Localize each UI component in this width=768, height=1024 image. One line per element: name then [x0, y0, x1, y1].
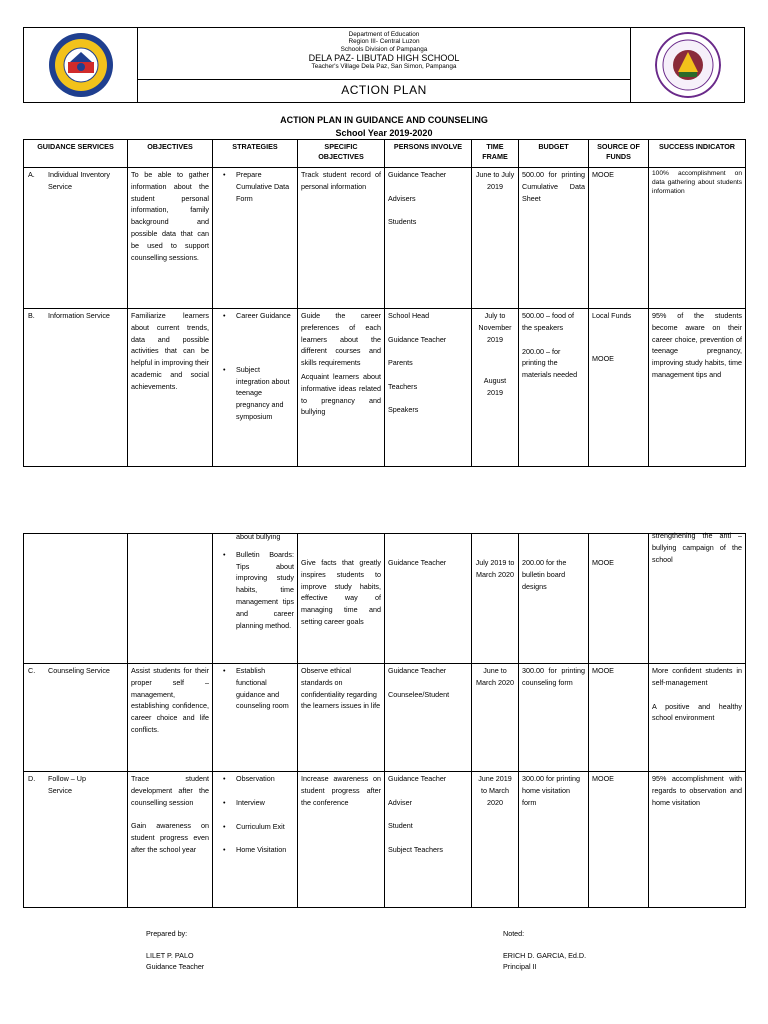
prepared-title: Guidance Teacher — [146, 962, 205, 971]
header-line-3: Schools Division of Pampanga — [340, 45, 428, 53]
col-persons-involve: PERSONS INVOLVE — [385, 140, 472, 168]
noted-title: Principal II — [503, 962, 537, 971]
table-row — [24, 772, 746, 908]
budget-cell: 300.00 for printing counseling form — [519, 664, 589, 772]
time-cell: July 2019 to March 2020 — [472, 534, 519, 664]
table-row — [24, 309, 746, 467]
header-school-name: DELA PAZ- LIBUTAD HIGH SCHOOL — [308, 53, 460, 64]
action-plan-table-part-2 — [23, 533, 746, 908]
prepared-label: Prepared by: — [146, 929, 188, 938]
service-cell: D. Follow – Up Service — [24, 772, 128, 908]
budget-cell: 200.00 for the bulletin board designs — [519, 534, 589, 664]
persons-cell: Guidance Teacher Counselee/Student — [385, 664, 472, 772]
specific-cell: Increase awareness on student progress after the conference — [298, 772, 385, 908]
deped-seal-icon — [48, 32, 114, 98]
strategy-cell: • Career Guidance • Subject integration about teenage pregnancy and symposium — [213, 309, 298, 467]
specific-cell: Guide the career preferences of each learners about the different courses and skills requirements Acquaint learners about informative ideas related to pregnancy and bullying — [298, 309, 385, 467]
indicator-cell: 100% accomplishment on data gathering about students information — [649, 168, 746, 309]
school-year: School Year 2019-2020 — [335, 128, 433, 138]
table-row — [24, 534, 746, 664]
prepared-by-block — [146, 928, 204, 972]
persons-cell: Guidance Teacher — [385, 534, 472, 664]
objective-cell: Familiarize learners about current trends, data and possible activities that can be helpful in improving their academic and social achievements. — [128, 309, 213, 467]
budget-cell: 300.00 for printing home visitation form — [519, 772, 589, 908]
col-time-frame: TIME FRAME — [472, 140, 519, 168]
service-cell: C. Counseling Service — [24, 664, 128, 772]
plan-title: ACTION PLAN IN GUIDANCE AND COUNSELING — [280, 115, 488, 125]
objective-cell: Trace student development after the counselling session Gain awareness on student progress even after the school year — [128, 772, 213, 908]
indicator-cell: 95% accomplishment with regards to observation and home visitation — [649, 772, 746, 908]
prepared-name: LILET P. PALO — [146, 951, 194, 960]
header-line-1: Department of Education — [348, 31, 420, 38]
service-cell: B. Information Service — [24, 309, 128, 467]
col-guidance-services: GUIDANCE SERVICES — [24, 140, 128, 168]
time-cell: June to July 2019 — [472, 168, 519, 309]
deped-logo-cell — [24, 28, 138, 102]
table-header-row — [24, 140, 746, 168]
header-banner: ACTION PLAN — [341, 83, 427, 97]
col-objectives: OBJECTIVES — [128, 140, 213, 168]
document-header — [23, 27, 745, 103]
school-seal-icon — [655, 32, 721, 98]
strategy-cell: • Establish functional guidance and counseling room — [213, 664, 298, 772]
noted-by-block — [503, 928, 586, 972]
objective-cell: Assist students for their proper self – management, establishing confidence, career choice and life conflicts. — [128, 664, 213, 772]
funds-cell: Local Funds MOOE — [589, 309, 649, 467]
persons-cell: School Head Guidance Teacher Parents Teachers Speakers — [385, 309, 472, 467]
time-cell: June 2019 to March 2020 — [472, 772, 519, 908]
noted-label: Noted: — [503, 929, 525, 938]
school-logo-cell — [630, 28, 744, 102]
col-source-of-funds: SOURCE OF FUNDS — [589, 140, 649, 168]
noted-name: ERICH D. GARCIA, Ed.D. — [503, 951, 587, 960]
strategy-cell: • Observation • Interview • Curriculum Exit • Home Visitation — [213, 772, 298, 908]
persons-cell: Guidance Teacher Adviser Student Subject Teachers — [385, 772, 472, 908]
col-success-indicator: SUCCESS INDICATOR — [649, 140, 746, 168]
service-cell — [24, 534, 128, 664]
objective-cell: To be able to gather information about the student personal information, family background and possible data that can be used to support counselling sessions. — [128, 168, 213, 309]
table-row — [24, 168, 746, 309]
specific-cell: Observe ethical standards on confidentiality regarding the learners issues in life — [298, 664, 385, 772]
funds-cell: MOOE — [589, 168, 649, 309]
table-row — [24, 664, 746, 772]
time-cell: July to November 2019 August 2019 — [472, 309, 519, 467]
specific-cell: Give facts that greatly inspires students to improve study habits, effective way of managing time and setting career goals — [298, 534, 385, 664]
col-specific-objectives: SPECIFIC OBJECTIVES — [298, 140, 385, 168]
header-line-2: Region III- Central Luzon — [348, 38, 420, 46]
indicator-cell: strengthening the anti – bullying campaign of the school — [649, 534, 746, 664]
indicator-cell: 95% of the students become aware on their career choice, prevention of teenage pregnancy, improving study habits, time management tips and — [649, 309, 746, 467]
service-cell: A. Individual Inventory Service — [24, 168, 128, 309]
funds-cell: MOOE — [589, 664, 649, 772]
col-strategies: STRATEGIES — [213, 140, 298, 168]
funds-cell: MOOE — [589, 534, 649, 664]
funds-cell: MOOE — [589, 772, 649, 908]
budget-cell: 500.00 for printing Cumulative Data Sheet — [519, 168, 589, 309]
action-plan-table-part-1 — [23, 139, 746, 467]
indicator-cell: More confident students in self-management A positive and healthy school environment — [649, 664, 746, 772]
persons-cell: Guidance Teacher Advisers Students — [385, 168, 472, 309]
time-cell: June to March 2020 — [472, 664, 519, 772]
specific-cell: Track student record of personal information — [298, 168, 385, 309]
strategy-cell: • Prepare Cumulative Data Form — [213, 168, 298, 309]
strategy-cell: about bullying • Bulletin Boards: Tips about improving study habits, time management tips and career planning method. — [213, 534, 298, 664]
col-budget: BUDGET — [519, 140, 589, 168]
objective-cell — [128, 534, 213, 664]
header-address: Teacher's Village Dela Paz, San Simon, Pampanga — [311, 63, 457, 71]
budget-cell: 500.00 – food of the speakers 200.00 – for printing the materials needed — [519, 309, 589, 467]
